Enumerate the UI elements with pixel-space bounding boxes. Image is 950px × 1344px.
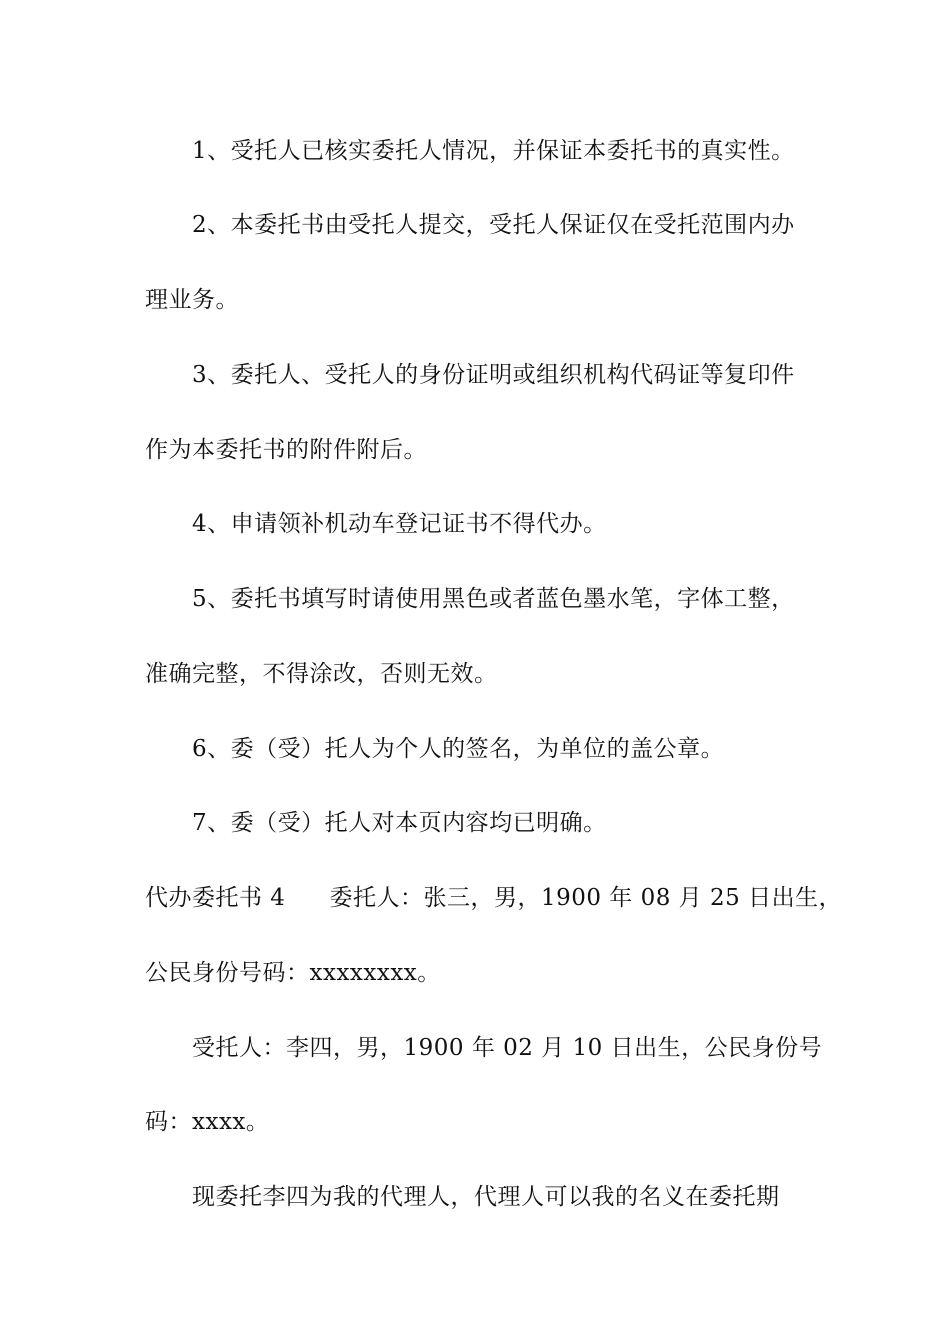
item-2-line-2: 理业务。 (145, 287, 239, 313)
item-4-line: 4、申请领补机动车登记证书不得代办。 (192, 511, 607, 537)
item-6-line: 6、委（受）托人为个人的签名，为单位的盖公章。 (192, 736, 725, 762)
item-3-line-1: 3、委托人、受托人的身份证明或组织机构代码证等复印件 (192, 362, 795, 388)
authorization-line: 现委托李四为我的代理人，代理人可以我的名义在委托期 (192, 1184, 780, 1210)
item-5-line-1: 5、委托书填写时请使用黑色或者蓝色墨水笔，字体工整， (192, 586, 795, 612)
section-title-line (145, 883, 843, 913)
item-1-line: 1、受托人已核实委托人情况，并保证本委托书的真实性。 (192, 138, 795, 164)
principal-info: 委托人：张三，男，1900 年 08 月 25 日出生， (329, 885, 843, 911)
agent-info-line-2: 码：xxxx。 (145, 1109, 270, 1135)
item-7-line: 7、委（受）托人对本页内容均已明确。 (192, 810, 607, 836)
section-title: 代办委托书 4 (145, 885, 286, 911)
agent-info-line-1: 受托人：李四，男，1900 年 02 月 10 日出生，公民身份号 (192, 1035, 823, 1061)
item-3-line-2: 作为本委托书的附件附后。 (145, 437, 427, 463)
item-2-line-1: 2、本委托书由受托人提交，受托人保证仅在受托范围内办 (192, 212, 795, 238)
item-5-line-2: 准确完整，不得涂改，否则无效。 (145, 661, 498, 687)
principal-id-line: 公民身份号码：xxxxxxxx。 (145, 960, 441, 986)
